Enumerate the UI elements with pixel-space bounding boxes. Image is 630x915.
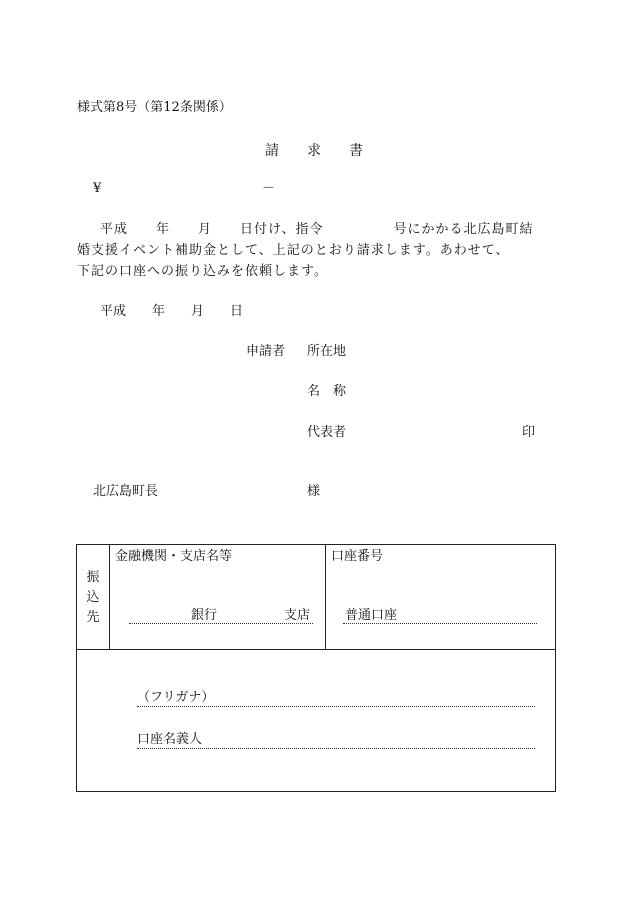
yen-mark: ¥	[93, 181, 102, 196]
form-number: 様式第8号（第12条関係）	[77, 100, 232, 115]
body-line-3: 下記の口座への振り込みを依頼します。	[77, 264, 328, 279]
amount-dash: －	[262, 181, 276, 196]
institution-header: 金融機関・支店名等	[115, 549, 233, 564]
account-number-header: 口座番号	[331, 549, 384, 564]
applicant-label: 申請者	[246, 344, 286, 359]
address-label: 所在地	[307, 344, 347, 359]
body-line-1: 平成 年 月 日付け、指令 号にかかる北広島町結	[100, 222, 534, 237]
request-date: 平成 年 月 日	[100, 304, 244, 319]
furigana-field[interactable]	[137, 706, 535, 707]
addressee: 北広島町長	[93, 484, 159, 499]
representative-label: 代表者	[307, 425, 347, 440]
honorific: 様	[307, 484, 321, 499]
seal-mark: 印	[522, 425, 536, 440]
bank-label: 銀行	[191, 608, 218, 623]
body-line-2: 婚支援イベント補助金として、上記のとおり請求します。あわせて、	[77, 243, 510, 258]
table-divider	[77, 649, 555, 650]
name-label: 名 称	[307, 384, 347, 399]
transfer-to-char: 先	[86, 610, 100, 625]
furigana-label: （フリガナ）	[137, 690, 215, 705]
account-holder-field[interactable]	[137, 748, 535, 749]
document-title: 請 求 書	[265, 143, 363, 159]
bank-account-table	[76, 544, 556, 792]
transfer-to-char: 振	[86, 570, 100, 585]
account-holder-label: 口座名義人	[137, 732, 203, 747]
branch-label: 支店	[284, 608, 311, 623]
transfer-to-char: 込	[86, 590, 100, 605]
table-divider	[325, 545, 326, 649]
table-divider	[109, 545, 110, 649]
account-type: 普通口座	[345, 608, 398, 623]
